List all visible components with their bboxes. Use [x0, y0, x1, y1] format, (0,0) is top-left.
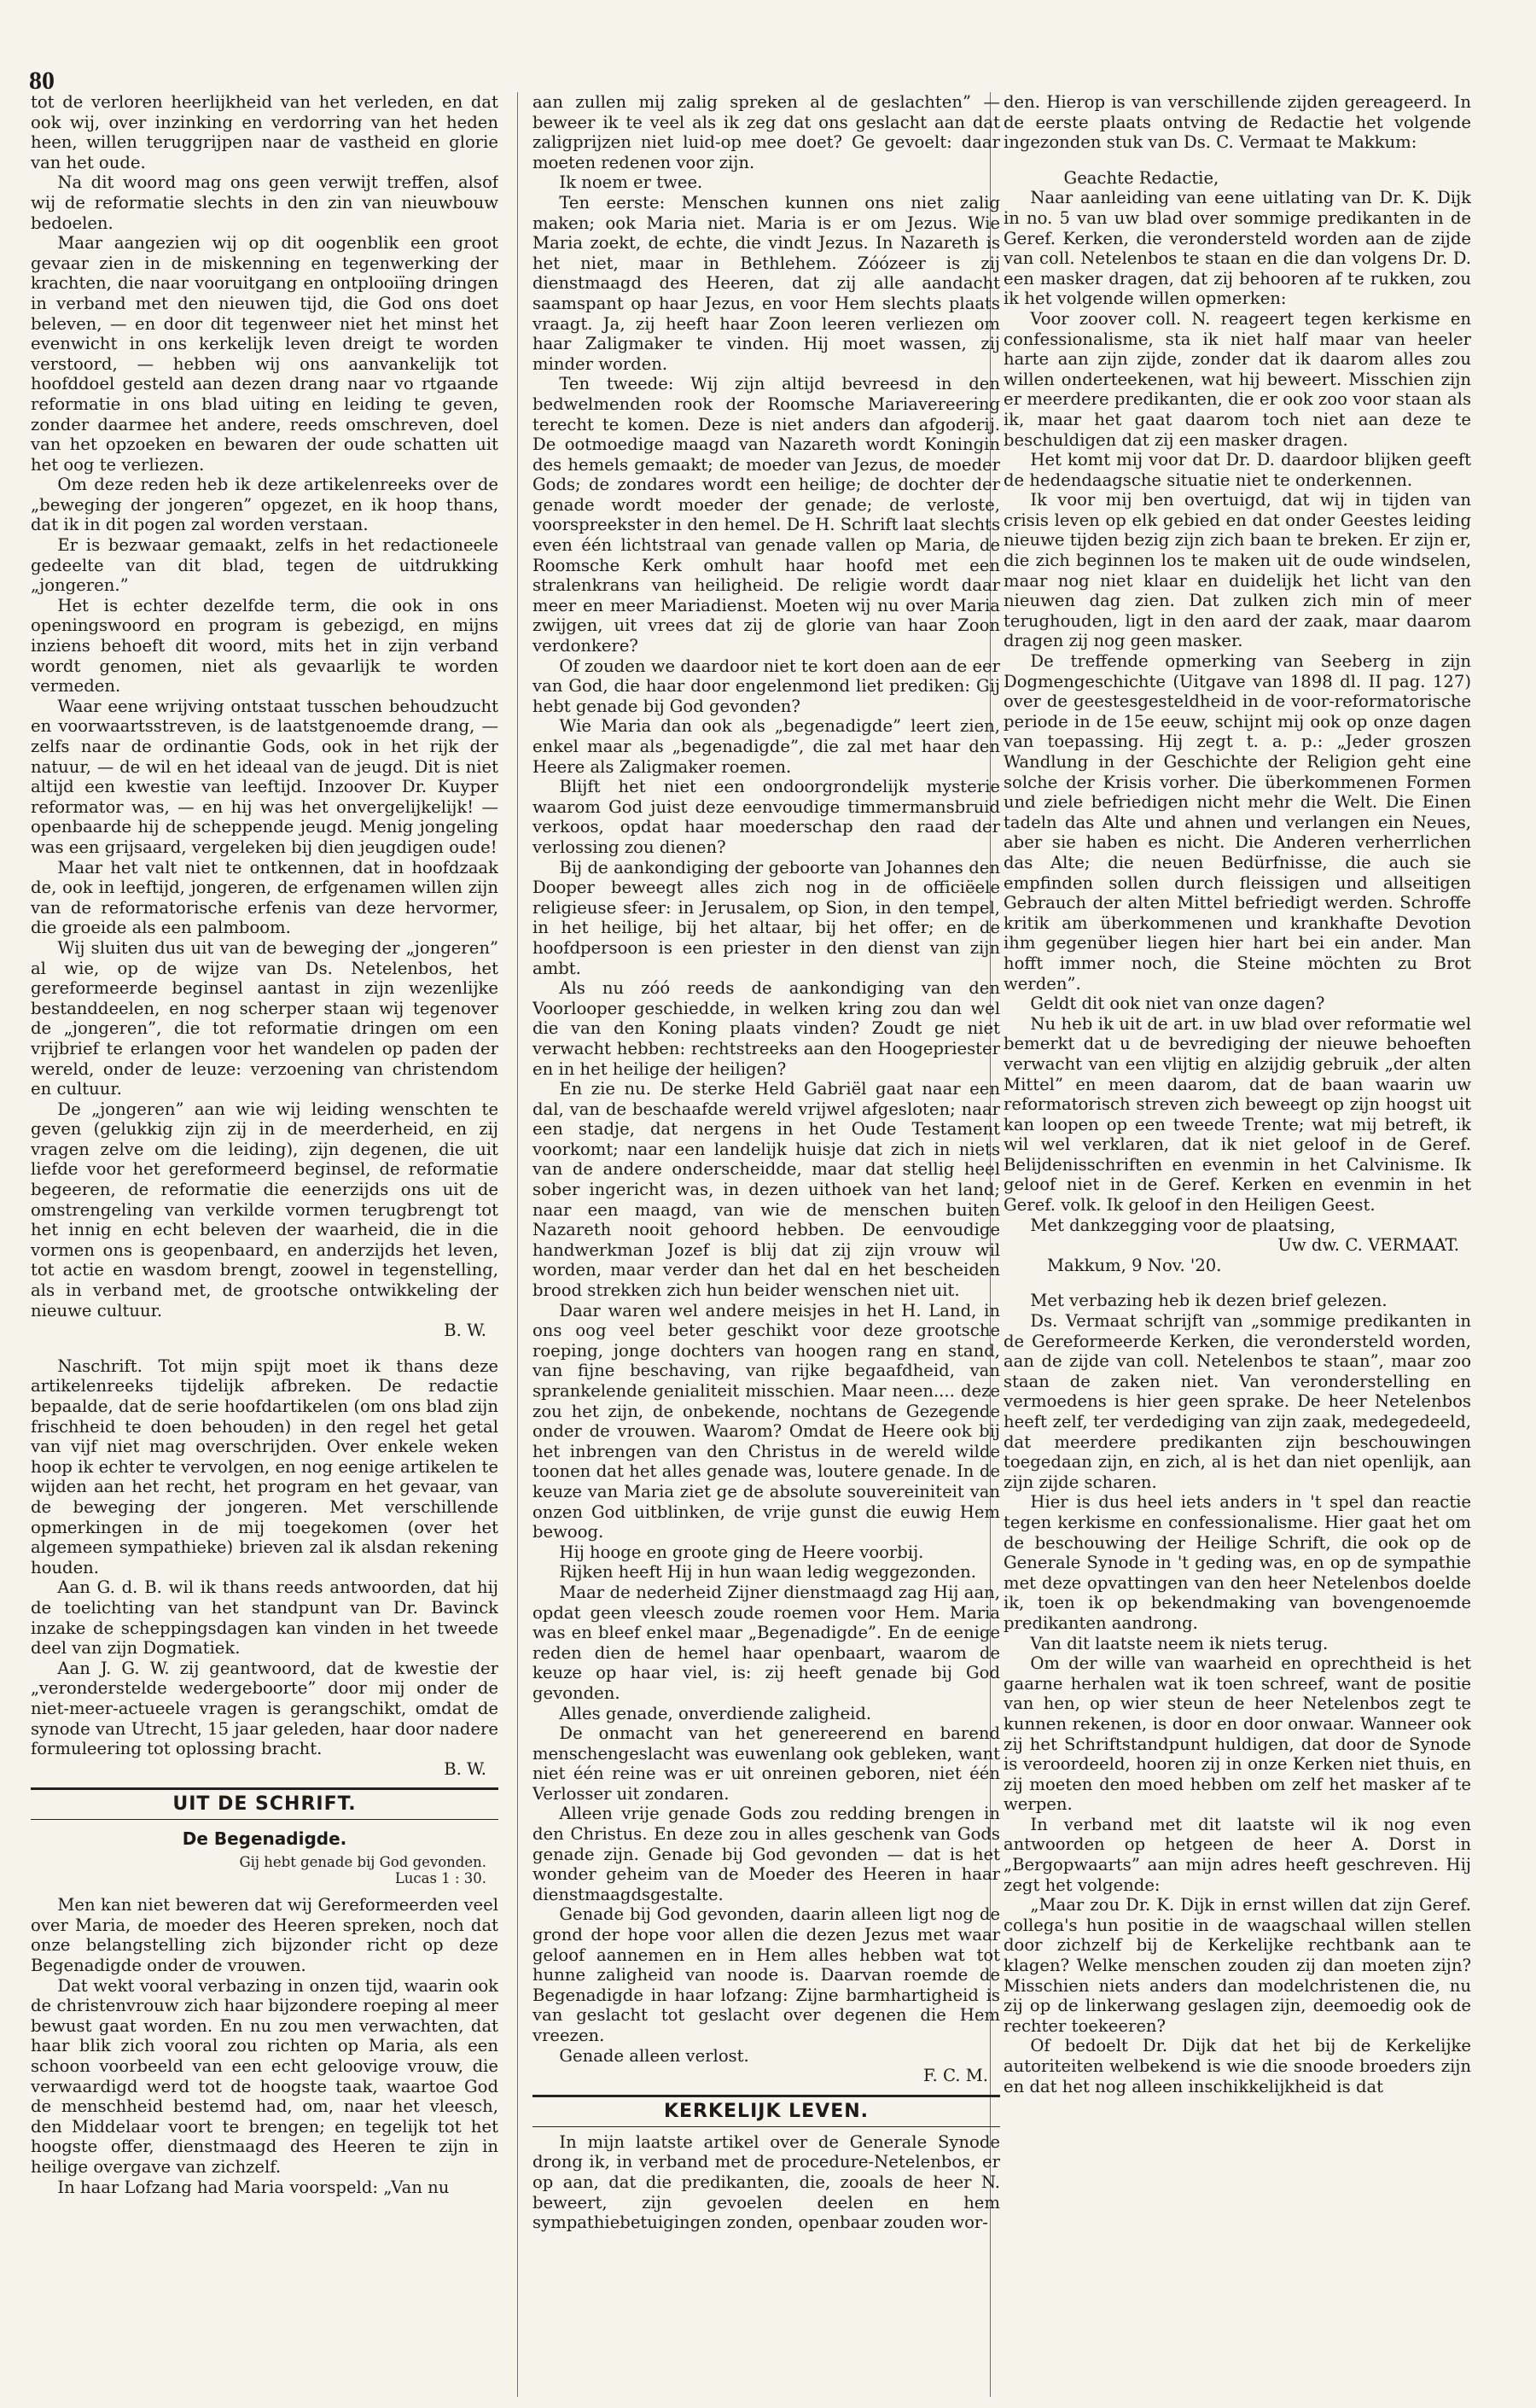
paragraph: tot de verloren heerlijkheid van het verleden, en dat ook wij, over inzinking en verdorring van het heden heen, willen teruggrijpen naar de vastheid en glorie van het oude. — [31, 92, 498, 172]
paragraph: den. Hierop is van verschillende zijden gereageerd. In de eerste plaats ontving de Redactie het volgende ingezonden stuk van Ds. C. Vermaat te Makkum: — [1004, 92, 1471, 153]
paragraph: En zie nu. De sterke Held Gabriël gaat naar een dal, van de beschaafde wereld vrijwel afgesloten; naar een stadje, dat nergens in het Oude Testament voorkomt; naar een landelijk huisje dat zich in niets van de andere onderscheidde, maar dat stellig heel sober ingericht was, in dezen uithoek van het land; naar een maagd, van wie de menschen buiten Nazareth nooit gehoord hebben. De eenvoudige handwerkman Jozef is blij dat zij zijn vrouw wil worden, maar verder dan het dal en het bescheiden brood strekken zich hun beider wenschen niet uit. — [532, 1079, 1000, 1301]
paragraph: Met verbazing heb ik dezen brief gelezen. — [1030, 1291, 1388, 1311]
page-number: 80 — [29, 67, 55, 95]
letter-paragraph: Ik voor mij ben overtuigd, dat wij in tijden van crisis leven op elk gebied en dat onder Geestes leiding nieuwe tijden bezig zijn zich baan te breken. Er zijn er, die zich beginnen los te maken uit de oude windselen, maar nog niet klaar en duidelijk het licht van den nieuwen dag zien. Dat zulken zich min of meer terughouden, ligt in den aard der zaak, maar daarom dragen zij nog geen masker. — [1004, 490, 1471, 651]
section-header — [532, 2095, 1000, 2127]
column-left — [31, 92, 498, 2397]
paragraph: Daar waren wel andere meisjes in het H. Land, in ons oog veel beter geschikt voor deze grootsche roeping, jonge dochters van hoogen rang en stand, van fijne beschaving, van rijke begaafdheid, van sprankelende genialiteit misschien. Maar neen.... deze zou het zijn, de onbekende, nochtans de Gezegende onder de vrouwen. Waarom? Omdat de Heere ook bij het inbrengen van den Christus in de wereld wilde toonen dat het alles genade was, loutere genade. In de keuze van Maria ziet ge de absolute souvereiniteit van onzen God uitblinken, de vrije gunst die euwig Hem bewoog. — [532, 1300, 1000, 1542]
paragraph: Wie Maria dan ook als „begenadigde” leert zien, enkel maar als „begenadigde”, die zal met haar den Heere als Zaligmaker roemen. — [532, 716, 1000, 777]
motto-reference: Lucas 1 : 30. — [394, 1870, 486, 1887]
column-divider — [517, 92, 518, 2397]
paragraph: Ten eerste: Menschen kunnen ons niet zalig maken; ook Maria niet. Maria is er om Jezus. Wie Maria zoekt, de echte, die vindt Jezus. In Nazareth is het niet, maar in Bethlehem. Zóózeer is zij dienstmaagd des Heeren, dat zij alle aandacht saamspant op haar Jezus, en voor Hem slechts plaats vraagt. Ja, zij heeft haar Zoon leeren verliezen om haar Zaligmaker te vinden. Hij moet wassen, zij minder worden. — [532, 192, 1000, 374]
scripture-motto — [31, 1854, 498, 1886]
letter-signature: Uw dw. C. VERMAAT. — [1277, 1235, 1459, 1256]
letter-paragraph: Het komt mij voor dat Dr. D. daardoor blijken geeft de hedendaagsche situatie niet te onderkennen. — [1004, 450, 1471, 490]
paragraph: De onmacht van het genereerend en barend menschengeslacht was euwenlang ook gebleken, want niet één reine was er uit onreinen geboren, niet één Verlosser uit zondaren. — [532, 1723, 1000, 1804]
postscript-paragraph: Naschrift. Tot mijn spijt moet ik thans deze artikelenreeks tijdelijk afbreken. De redactie bepaalde, dat de serie hoofdartikelen (om ons blad zijn frischheid te doen behouden) in den regel het getal van vijf niet mag overschrijden. Over enkele weken hoop ik echter te vervolgen, en nog eenige artikelen te wijden aan het recht, het program en het gevaar, van de beweging der jongeren. Met verschillende opmerkingen in de mij toegekomen (over het algemeen sympathieke) brieven zal ik alsdan rekening houden. — [31, 1356, 498, 1577]
rule — [31, 1787, 498, 1790]
paragraph: In haar Lofzang had Maria voorspeld: „Van nu — [57, 2177, 450, 2197]
paragraph: Maar het valt niet te ontkennen, dat in hoofdzaak de, ook in leeftijd, jongeren, de erfgenamen willen zijn van de reformatorische erfenis van deze hervormer, die groeide als een palmboom. — [31, 857, 498, 938]
letter-paragraph: Nu heb ik uit de art. in uw blad over reformatie wel bemerkt dat u de bevrediging der nieuwe behoeften verwacht van een vlijtig en alzijdig gebruik „der alten Mittel” en meen daarom, dat de baan waarin uw reformatorisch streven zich beweegt op zijn hoogst uit kan loopen op een tweede Trente; wat mij betreft, ik wil wel verklaren, dat ik niet geloof in de Geref. Belijdenisschriften en evenmin in het Calvinisme. Ik geloof niet in de Geref. Kerken en evenmin in het Geref. volk. Ik geloof in den Heiligen Geest. — [1004, 1013, 1471, 1216]
paragraph: In verband met dit laatste wil ik nog even antwoorden op hetgeen de heer A. Dorst in „Bergopwaarts” aan mijn adres heeft geschreven. Hij zegt het volgende: — [1004, 1814, 1471, 1895]
paragraph: Genade alleen verlost. — [559, 2045, 749, 2066]
rule — [532, 2126, 1000, 2127]
paragraph: Om der wille van waarheid en oprechtheid is het gaarne herhalen wat ik toen schreef, want de positie van hen, op wier steun de heer Netelenbos zegt te kunnen rekenen, is door en door onwaar. Wanneer ook zij het Schriftstandpunt huldigen, dat door de Synode is veroordeeld, hooren zij in onze Kerken niet thuis, en zij moeten den moed hebben om zelf het masker af te werpen. — [1004, 1653, 1471, 1815]
section-header — [31, 1787, 498, 1820]
column-middle — [532, 92, 1000, 2397]
section-title: UIT DE SCHRIFT. — [172, 1793, 357, 1816]
letter-place-date: Makkum, 9 Nov. '20. — [1046, 1255, 1222, 1275]
paragraph: Ik noem er twee. — [559, 172, 703, 193]
paragraph: Alleen vrije genade Gods zou redding brengen in den Christus. En deze zou in alles geschenk van Gods genade zijn. Genade bij God gevonden — dat is het wonder geheim van de Moeder des Heeren in haar dienstmaagdsgestalte. — [532, 1804, 1000, 1904]
letter-paragraph: Voor zoover coll. N. reageert tegen kerkisme en confessionalisme, sta ik niet half maar van heeler harte aan zijn zijde, zonder dat ik daarom alles zou willen onderteekenen, wat hij beweert. Misschien zijn er meerdere predikanten, die er ook zoo voor staan als ik, maar het gaat daarom toch niet aan deze te beschuldigen dat zij een masker dragen. — [1004, 308, 1471, 450]
paragraph: Rijken heeft Hij in hun waan ledig weggezonden. — [559, 1562, 976, 1583]
letter-paragraph: De treffende opmerking van Seeberg in zijn Dogmengeschichte (Uitgave van 1898 dl. II pag. 127) over de geestesgesteldheid in de voor-reformatorische periode in de 15e eeuw, schijnt mij ook op onze dagen van toepassing. Hij zegt t. a. p.: „Jeder groszen Wandlung in der Geschichte der Religion geht eine solche der Krisis vorher. Die überkommenen Formen und ziele befriedigen nicht mehr die Welt. Die Einen tadeln das Alte und ahnen und verlangen ein Neues, aber sie haben es nicht. Die Anderen verherrlichen das Alte; die neuen Bedürfnisse, die auch sie empfinden sollen durch fleissigen und allseitigen Gebrauch der alten Mittel befriedigt werden. Schroffe kritik am überkommenen und krankhafte Devotion ihm gegenüber liegen hier hart bei ein ander. Man hofft immer noch, die Steine möchten zu Brot werden”. — [1004, 651, 1471, 994]
author-signature: B. W. — [444, 1321, 486, 1341]
paragraph: Of zouden we daardoor niet te kort doen aan de eer van God, die haar door engelenmond liet prediken: Gij hebt genade bij God gevonden? — [532, 656, 1000, 716]
paragraph: In mijn laatste artikel over de Generale Synode drong ik, in verband met de procedure-Netelenbos, er op aan, dat die predikanten, die, zooals de heer N. beweert, zijn gevoelen deelen en hem sympathiebetuigingen zonden, openbaar zouden wor- — [532, 2131, 1000, 2233]
paragraph: Na dit woord mag ons geen verwijt treffen, alsof wij de reformatie slechts in den zin van nieuwbouw bedoelen. — [31, 172, 498, 233]
letter-paragraph: Met dankzegging voor de plaatsing, — [1030, 1215, 1335, 1235]
paragraph: Waar eene wrijving ontstaat tusschen behoudzucht en voorwaartsstreven, is de laatstgenoemde drang, — zelfs naar de ordinantie Gods, ook in het rijk der natuur, — de wil en het ideaal van de jeugd. Dit is niet altijd een kwestie van leeftijd. Inzoover Dr. Kuyper reformator was, — en hij was het onvergelijkelijk! — openbaarde hij de scheppende jeugd. Menig jongeling was een grijsaard, vergeleken bij dien jeugdigen oude! — [31, 696, 498, 857]
paragraph: Alles genade, onverdiende zaligheid. — [559, 1703, 872, 1723]
rule — [532, 2095, 1000, 2097]
author-signature: B. W. — [444, 1758, 486, 1779]
paragraph: Blijft het niet een ondoorgrondelijk mysterie waarom God juist deze eenvoudige timmermansbruid verkoos, opdat haar moederschap den raad der verlossing zou dienen? — [532, 777, 1000, 857]
paragraph: Wij sluiten dus uit van de beweging der „jongeren” al wie, op de wijze van Ds. Netelenbos, het gereformeerde beginsel aantast in zijn wezenlijke bestanddeelen, en nog scherper staan wij tegenover de „jongeren”, die tot reformatie dringen om een vrijbrief te erlangen voor het wandelen op paden der wereld, onder de leuze: verzoening van christendom en cultuur. — [31, 937, 498, 1099]
paragraph: De „jongeren” aan wie wij leiding wenschten te geven (gelukkig zijn zij in de meerderheid, en zij vragen zelve om die leiding), zijn degenen, die uit liefde voor het gereformeerd beginsel, de reformatie begeeren, de reformatie die eenerzijds ons uit de omstrengeling van verkilde vormen terugbrengt tot het innig en echt beleven der waarheid, die in die vormen ons is geopenbaard, en anderzijds het leven, tot actie en wasdom brengt, zoowel in tegenstelling, als in verband met, de grootsche ontwikkeling der nieuwe cultuur. — [31, 1099, 498, 1321]
paragraph: Genade bij God gevonden, daarin alleen ligt nog de grond der hope voor allen die dezen Jezus met waar geloof aannemen en in Hem alles hebben wat tot hunne zaligheid van noode is. Daarvan roemde de Begenadigde in haar lofzang: Zijne barmhartigheid is van geslacht tot geslacht over degenen die Hem vreezen. — [532, 1904, 1000, 2045]
postscript-paragraph: Aan G. d. B. wil ik thans reeds antwoorden, dat hij de toelichting van het standpunt van Dr. Bavinck inzake de scheppingsdagen kan vinden in het tweede deel van zijn Dogmatiek. — [31, 1577, 498, 1659]
article-title: De Begenadigde. — [182, 1828, 347, 1850]
paragraph: Of bedoelt Dr. Dijk dat het bij de Kerkelijke autoriteiten welbekend is wie die snoode broeders zijn en dat het nog alleen inschikkelijkheid is dat — [1004, 2036, 1471, 2096]
rule — [31, 1819, 498, 1820]
paragraph: Het is echter dezelfde term, die ook in ons openingswoord en program is gebezigd, en mijns inziens behoeft dit woord, mits het in zijn verband wordt genomen, niet als gevaarlijk te worden vermeden. — [31, 595, 498, 697]
motto-text: Gij hebt genade bij God gevonden. — [239, 1854, 486, 1871]
author-signature: F. C. M. — [922, 2066, 988, 2086]
paragraph: Van dit laatste neem ik niets terug. — [1030, 1633, 1329, 1653]
paragraph: Maar aangezien wij op dit oogenblik een groot gevaar zien in de miskenning en tegenwerking der krachten, die naar vooruitgang en ontplooiïng dringen in verband met den nieuwen tijd, die God ons doet beleven, — en door dit tegenweer niet het minst het evenwicht in ons kerkelijk leven dreigt te worden verstoord, — hebben wij ons aanvankelijk tot hoofddoel gesteld aan dezen drang naar vo rtgaande reformatie in ons blad uiting en leiding te geven, zonder daarmee het andere, reeds omschreven, doel van het opzoeken en bewaren der oude schatten uit het oog te verliezen. — [31, 233, 498, 475]
paragraph: Men kan niet beweren dat wij Gereformeerden veel over Maria, de moeder des Heeren spreken, noch dat onze belangstelling zich bijzonder richt op deze Begenadigde onder de vrouwen. — [31, 1895, 498, 1976]
postscript-paragraph: Aan J. G. W. zij geantwoord, dat de kwestie der „veronderstelde wedergeboorte” door mij onder de niet-meer-actueele vragen is gerangschikt, omdat de synode van Utrecht, 15 jaar geleden, haar door nadere formuleering tot oplossing bracht. — [31, 1658, 498, 1759]
paragraph: „Maar zou Dr. K. Dijk in ernst willen dat zijn Geref. collega's hun positie in de waagschaal willen stellen door zichzelf bij de Kerkelijke rechtbank aan te klagen? Welke menschen zouden zij dan moeten zijn? Misschien niets anders dan modelchristenen die, nu zij op de linkerwang geslagen zijn, deemoedig ook de rechter toekeeren? — [1004, 1895, 1471, 2036]
paragraph: Dat wekt vooral verbazing in onzen tijd, waarin ook de christenvrouw zich haar bijzondere roeping al meer bewust gaat worden. En nu zou men verwachten, dat haar blik zich vooral zou richten op Maria, als een schoon voorbeeld van een echt geloovige vrouw, die verwaardigd werd tot de hoogste taak, waartoe God de menschheid bestemd had, om, naar het vleesch, den Middelaar voort te brengen; en tegelijk tot het hoogste offer, dienstmaagd des Heeren te zijn in heilige overgave van zichzelf. — [31, 1975, 498, 2177]
letter-paragraph: Geldt dit ook niet van onze dagen? — [1030, 994, 1325, 1014]
paragraph: Hier is dus heel iets anders in 't spel dan reactie tegen kerkisme en confessionalisme. Hier gaat het om de beschouwing der Heilige Schrift, die ook op de Generale Synode in 't geding was, en op de sympathie met deze opvattingen van den heer Netelenbos doelde ik, toen ik op bekendmaking van bovengenoemde predikanten aandrong. — [1004, 1492, 1471, 1633]
section-title: KERKELIJK LEVEN. — [663, 2100, 870, 2122]
paragraph: Om deze reden heb ik deze artikelenreeks over de „beweging der jongeren” opgezet, en ik hoop thans, dat ik in dit pogen zal worden verstaan. — [31, 475, 498, 535]
paragraph: Maar de nederheid Zijner dienstmaagd zag Hij aan, opdat geen vleesch zoude roemen voor Hem. Maria was en bleef enkel maar „Begenadigde”. En de eenige reden dien de hemel haar openbaart, waarom de keuze op haar viel, is: zij heeft genade bij God gevonden. — [532, 1582, 1000, 1703]
column-right — [1004, 92, 1471, 2397]
paragraph: Ds. Vermaat schrijft van „sommige predikanten in de Gereformeerde Kerken, die verondersteld worden, aan de zijde van coll. Netelenbos te staan”, maar zoo staan de zaken niet. Van veronderstelling en vermoedens is hier geen sprake. De heer Netelenbos heeft zelf, ter verdediging van zijn zaak, medegedeeld, dat meerdere predikanten zijn beschouwingen toegedaan zijn, en zich, al is het dan niet openlijk, aan zijn zijde scharen. — [1004, 1311, 1471, 1492]
paragraph: Bij de aankondiging der geboorte van Johannes den Dooper beweegt alles zich nog in de officiëele religieuse sfeer: in Jerusalem, op Sion, in den tempel, in het heilige, bij het altaar, bij het offer; en de hoofdpersoon is een priester in den dienst van zijn ambt. — [532, 857, 1000, 978]
paragraph: Als nu zóó reeds de aankondiging van den Voorlooper geschiedde, in welken kring zou dan wel die van den Koning plaats vinden? Zoudt ge niet verwacht hebben: rechtstreeks aan den Hoogepriester en in het heilige der heiligen? — [532, 978, 1000, 1079]
paragraph: Hij hooge en groote ging de Heere voorbij. — [559, 1542, 924, 1562]
letter-paragraph: Naar aanleiding van eene uitlating van Dr. K. Dijk in no. 5 van uw blad over sommige predikanten in de Geref. Kerken, die verondersteld worden aan de zijde van coll. Netelenbos te staan en die dan volgens Dr. D. een masker dragen, dat zij behooren af te rukken, zou ik het volgende willen opmerken: — [1004, 188, 1471, 309]
letter-salutation: Geachte Redactie, — [1063, 167, 1219, 188]
paragraph: Ten tweede: Wij zijn altijd bevreesd in den bedwelmenden rook der Roomsche Mariavereering terecht te komen. Deze is niet anders dan afgoderij. De ootmoedige maagd van Nazareth wordt Koningin des hemels gemaakt; de moeder van Jezus, de moeder Gods; de zondares wordt een heilige; de dochter der genade wordt moeder der genade; de verloste, voorspreekster in den hemel. De H. Schrift laat slechts even één lichtstraal van genade vallen op Maria, de Roomsche Kerk omhult haar hoofd met een stralenkrans van heiligheid. De religie wordt daar meer en meer Mariadienst. Moeten wij nu over Maria zwijgen, uit vrees dat zij de glorie van haar Zoon verdonkere? — [532, 374, 1000, 656]
paragraph: aan zullen mij zalig spreken al de geslachten” — beweer ik te veel als ik zeg dat ons geslacht aan dat zaligprijzen niet luid-op mee doet? Ge gevoelt: daar moeten redenen voor zijn. — [532, 92, 1000, 172]
paragraph: Er is bezwaar gemaakt, zelfs in het redactioneele gedeelte van dit blad, tegen de uitdrukking „jongeren.” — [31, 535, 498, 596]
